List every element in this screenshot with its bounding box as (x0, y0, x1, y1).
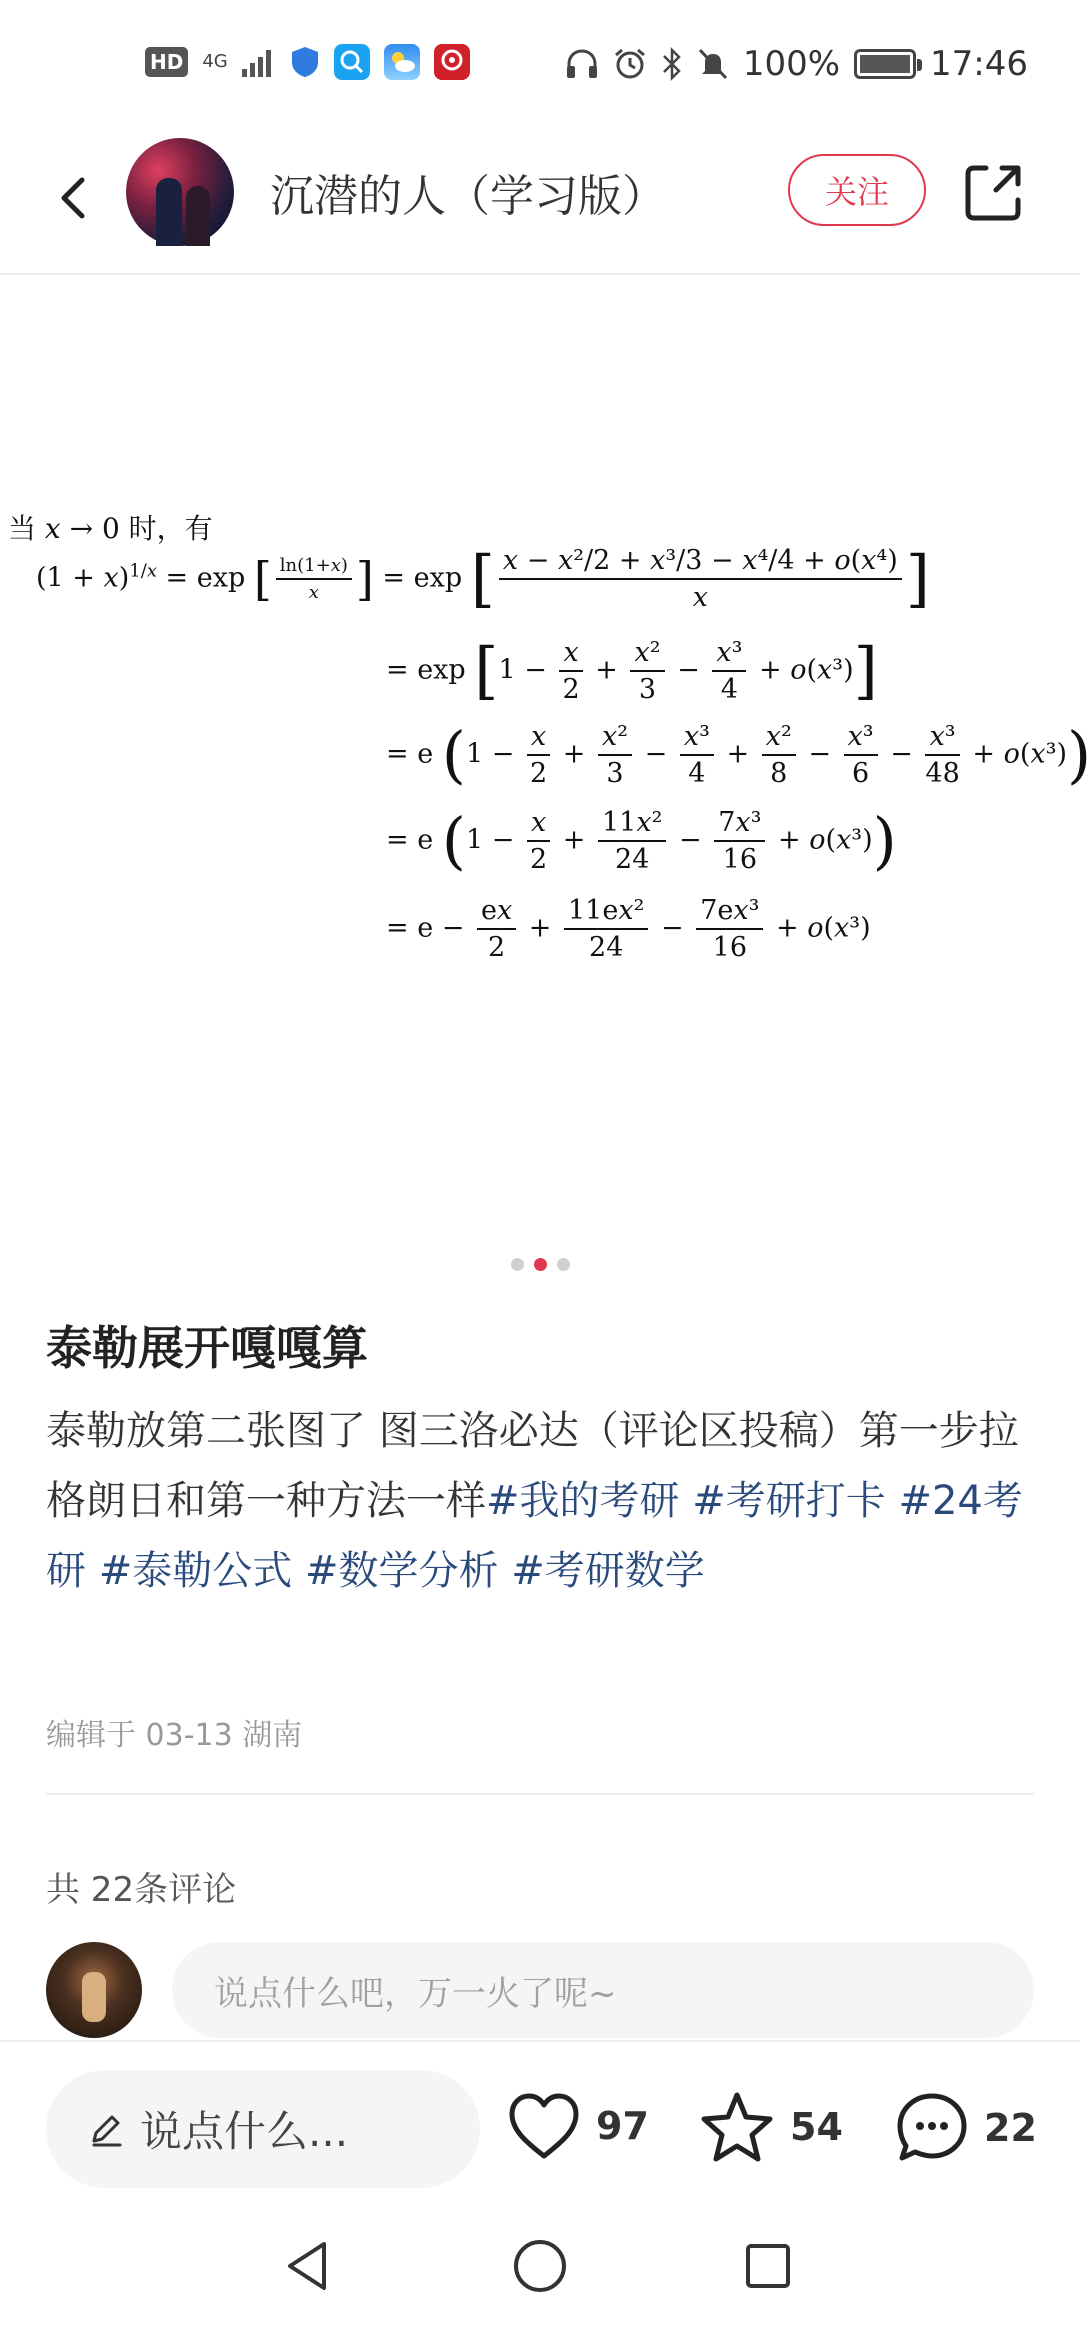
action-bar (0, 2040, 1080, 2190)
hashtag[interactable]: #考研数学 (511, 1548, 705, 1594)
post-body (46, 1396, 1046, 1606)
formula-line-5: = e − $\frac{ex}{2}$ + $\frac{\text{11ex²}}{24}$ − $\frac{\text{7ex³}}{16}$ + o(x³) (386, 895, 871, 963)
bluetooth-icon (661, 47, 683, 81)
say-something-label: 说点什么... (140, 2107, 349, 2156)
pager-dot-active[interactable] (534, 1258, 547, 1271)
hd-badge: HD (145, 47, 188, 77)
favorite-button[interactable] (698, 2090, 843, 2164)
headphones-icon (565, 48, 599, 80)
mute-bell-icon (697, 47, 729, 81)
formula-line-3: = e (1 − $\frac{x}{2}$ + $\frac{\text{x²}}{3}$ − $\frac{\text{x³}}{4}$ + $\frac{\text{x²}}{8}$ − $\frac{\text{x³}}{6}$ − $\frac{\text{x³}}{48}$ + o(x³)) (386, 718, 1091, 791)
back-button[interactable] (36, 158, 116, 238)
hashtag[interactable]: #24考研 (46, 1478, 1023, 1594)
share-button[interactable] (956, 154, 1032, 230)
hashtag[interactable]: #泰勒公式 (98, 1548, 293, 1594)
battery-percent: 100% (742, 44, 841, 84)
battery-icon (854, 49, 916, 79)
nav-home-button[interactable] (500, 2226, 580, 2306)
share-icon (956, 154, 1032, 230)
nav-recents-button[interactable] (728, 2226, 808, 2306)
formula-intro: 当 x → 0 时，有 (8, 512, 213, 545)
clock: 17:46 (930, 44, 1028, 84)
image-pager (0, 1258, 1080, 1271)
user-avatar (46, 1942, 142, 2038)
video-app-icon (434, 44, 470, 80)
comment-count: 共 22条评论 (46, 1870, 237, 1910)
triangle-back-icon (268, 2226, 348, 2306)
comment-bubble-icon (894, 2090, 970, 2166)
post-image[interactable] (0, 277, 1091, 1277)
author-avatar[interactable] (126, 138, 234, 246)
alarm-icon (613, 47, 647, 81)
pager-dot[interactable] (557, 1258, 570, 1271)
nav-back-button[interactable] (268, 2226, 348, 2306)
formula-line-1: $(1 + x)^{1/x} = \exp$ [ $\frac{\ln(1+x)}{x}$ ] = exp [ $\frac{\text{x − x²/2 + x³/3 − x⁴/4 + o(x⁴)}}{x}$ ] (36, 542, 930, 615)
pencil-icon (86, 2109, 126, 2149)
weather-app-icon (384, 44, 420, 80)
comment-count-badge: 22 (984, 2106, 1037, 2150)
post-meta: 编辑于 03-13 湖南 (46, 1718, 303, 1753)
star-icon (698, 2090, 776, 2164)
say-something-button[interactable] (46, 2070, 480, 2188)
heart-icon (506, 2090, 582, 2162)
follow-button[interactable]: 关注 (788, 154, 926, 226)
system-nav-bar (0, 2190, 1080, 2340)
author-name[interactable]: 沉潜的人（学习版） (270, 171, 666, 222)
status-bar (0, 0, 1080, 130)
favorite-count: 54 (790, 2105, 843, 2149)
formula-line-4: = e (1 − $\frac{x}{2}$ + $\frac{\text{11x²}}{24}$ − $\frac{\text{7x³}}{16}$ + o(x³)) (386, 804, 897, 877)
network-label: 4G (202, 51, 228, 72)
post-body-text: 泰勒放第二张图了 图三洛必达（评论区投稿）第一步拉格朗日和第一种方法一样 (46, 1408, 1019, 1524)
pager-dot[interactable] (511, 1258, 524, 1271)
comment-input[interactable]: 说点什么吧，万一火了呢~ (172, 1942, 1034, 2038)
comment-composer (46, 1942, 1034, 2038)
divider (46, 1793, 1034, 1795)
formula-line-2: = exp [1 − $\frac{x}{2}$ + $\frac{\text{x²}}{3}$ − $\frac{\text{x³}}{4}$ + o(x³)] (386, 634, 878, 707)
shield-app-icon (290, 45, 320, 79)
post-title: 泰勒展开嘎嘎算 (46, 1321, 368, 1375)
hashtag[interactable]: #数学分析 (304, 1548, 499, 1594)
square-recents-icon (728, 2226, 808, 2306)
like-count: 97 (596, 2104, 649, 2148)
circle-home-icon (500, 2226, 580, 2306)
signal-icon (242, 47, 276, 77)
post-header (0, 130, 1080, 275)
search-app-icon (334, 44, 370, 80)
comment-button[interactable] (894, 2090, 1037, 2166)
back-icon (36, 158, 116, 238)
hashtag[interactable]: #考研打卡 (692, 1478, 886, 1524)
like-button[interactable] (506, 2090, 649, 2162)
hashtag[interactable]: #我的考研 (486, 1478, 680, 1524)
